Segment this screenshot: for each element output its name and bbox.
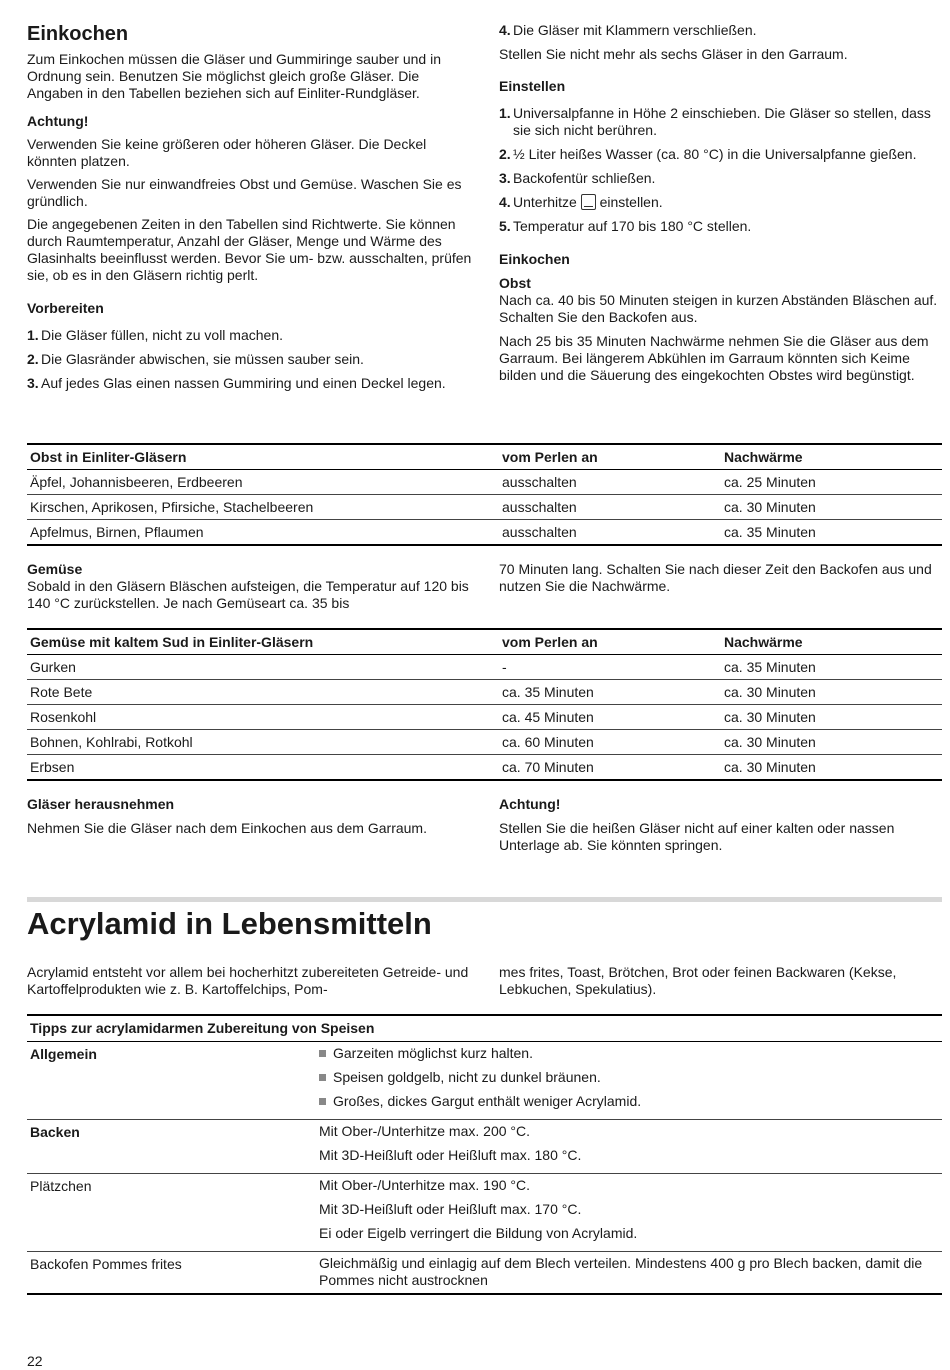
table-row: Allgemein Garzeiten möglichst kurz halten. Speisen goldgelb, nicht zu dunkel bräunen. Großes, dickes Gargut enthält weniger Acrylamid. <box>27 1042 942 1120</box>
table-row: Apfelmus, Birnen, Pflaumen ausschalten ca. 35 Minuten <box>27 520 942 546</box>
obst-text-2: Nach 25 bis 35 Minuten Nachwärme nehmen Sie die Gläser aus dem Garraum. Bei längerem Abkühlen im Garraum könnten sich Keime bilden und die Säuerung des eingekochten Obstes wird begünstigt. <box>499 333 929 383</box>
gemuese-table <box>27 628 942 781</box>
table-header: Obst in Einliter-Gläsern vom Perlen an Nachwärme <box>27 444 942 470</box>
prep-note: Stellen Sie nicht mehr als sechs Gläser in den Garraum. <box>499 46 848 62</box>
acryl-table-title: Tipps zur acrylamidarmen Zubereitung von Speisen <box>27 1014 942 1042</box>
table-row: Rote Bete ca. 35 Minuten ca. 30 Minuten <box>27 680 942 705</box>
table-header: Gemüse mit kaltem Sud in Einliter-Gläsern vom Perlen an Nachwärme <box>27 629 942 655</box>
list-item: 2. Die Glasränder abwischen, sie müssen sauber sein. <box>27 351 364 367</box>
section-divider <box>27 897 942 902</box>
glaeser-title: Gläser herausnehmen <box>27 796 175 812</box>
obst-text-1: Nach ca. 40 bis 50 Minuten steigen in kurzen Abständen Bläschen auf. Schalten Sie den Backofen aus. <box>499 292 938 325</box>
page-number: 22 <box>27 1353 43 1369</box>
bullet-icon <box>319 1074 326 1081</box>
obst-title: Obst <box>499 275 531 291</box>
list-item: 3. Backofentür schließen. <box>499 170 656 186</box>
gemuese-right <box>499 561 942 595</box>
gemuese-title: Gemüse <box>27 561 83 577</box>
table-row: Gurken - ca. 35 Minuten <box>27 655 942 680</box>
list-item: 4. Unterhitze einstellen. <box>499 194 663 210</box>
list-item: 1. Universalpfanne in Höhe 2 einschieben. Die Gläser so stellen, dass sie sich nicht berühren. <box>499 105 931 138</box>
list-item: 5. Temperatur auf 170 bis 180 °C stellen. <box>499 218 752 234</box>
glaeser-left <box>27 796 447 837</box>
warning-text-1: Verwenden Sie keine größeren oder höheren Gläser. Die Deckel könnten platzen. <box>27 136 427 169</box>
einkochen-left <box>27 22 472 392</box>
acryl-text-left: Acrylamid entsteht vor allem bei hocherhitzt zubereiteten Getreide- und Kartoffelprodukten wie z. B. Kartoffelchips, Pom- <box>27 964 469 997</box>
list-item: 4. Die Gläser mit Klammern verschließen. <box>499 22 757 38</box>
bullet-icon <box>319 1050 326 1057</box>
list-item: 2. ½ Liter heißes Wasser (ca. 80 °C) in die Universalpfanne gießen. <box>499 146 917 162</box>
table-row: Rosenkohl ca. 45 Minuten ca. 30 Minuten <box>27 705 942 730</box>
warning-text-3: Die angegebenen Zeiten in den Tabellen sind Richtwerte. Sie können durch Raumtemperatur, Anzahl der Gläser, Menge und Wärme des Glasinhalts beeinflusst werden. Bevor Sie um- bzw. ausschalten, prüfen sie, ob es in den Gläsern richtig perlt. <box>27 216 472 283</box>
list-item: 3. Auf jedes Glas einen nassen Gummiring und einen Deckel legen. <box>27 375 446 391</box>
table-row: Bohnen, Kohlrabi, Rotkohl ca. 60 Minuten ca. 30 Minuten <box>27 730 942 755</box>
intro-text: Zum Einkochen müssen die Gläser und Gummiringe sauber und in Ordnung sein. Benutzen Sie möglichst gleich große Gläser. Die Angaben in den Tabellen beziehen sich auf Einliter-Rundgläser. <box>27 51 441 101</box>
row-label: Backofen Pommes frites <box>30 1256 182 1272</box>
acryl-text-right: mes frites, Toast, Brötchen, Brot oder feinen Backwaren (Kekse, Lebkuchen, Spekulatius). <box>499 964 897 997</box>
einkochen-right <box>499 22 942 384</box>
set-steps <box>499 105 942 235</box>
list-item: 1. Die Gläser füllen, nicht zu voll machen. <box>27 327 283 343</box>
row-label: Backen <box>30 1124 80 1140</box>
prep-title: Vorbereiten <box>27 300 104 316</box>
glaeser-right <box>499 796 942 854</box>
prep-steps <box>27 327 472 392</box>
glaeser-warning-text: Stellen Sie die heißen Gläser nicht auf einer kalten oder nassen Unterlage ab. Sie könnten springen. <box>499 820 895 853</box>
row-label: Plätzchen <box>30 1178 92 1194</box>
page-title-acrylamid: Acrylamid in Lebensmitteln <box>27 906 432 941</box>
glaeser-warning-title: Achtung! <box>499 796 561 812</box>
table-row: Backen Mit Ober-/Unterhitze max. 200 °C. Mit 3D-Heißluft oder Heißluft max. 180 °C. <box>27 1120 942 1174</box>
obst-table <box>27 443 942 546</box>
table-row: Kirschen, Aprikosen, Pfirsiche, Stachelbeeren ausschalten ca. 30 Minuten <box>27 495 942 520</box>
acryl-right <box>499 964 942 998</box>
bullet-icon <box>319 1098 326 1105</box>
table-row: Äpfel, Johannisbeeren, Erdbeeren ausschalten ca. 25 Minuten <box>27 470 942 495</box>
gemuese-text-left: Sobald in den Gläsern Bläschen aufsteigen, die Temperatur auf 120 bis 140 °C zurückstellen. Je nach Gemüseart ca. 35 bis <box>27 578 469 611</box>
table-row: Plätzchen Mit Ober-/Unterhitze max. 190 °C. Mit 3D-Heißluft oder Heißluft max. 170 °C. Ei oder Eigelb verringert die Bildung von Acrylamid. <box>27 1174 942 1252</box>
glaeser-text: Nehmen Sie die Gläser nach dem Einkochen aus dem Garraum. <box>27 820 427 836</box>
warning-text-2: Verwenden Sie nur einwandfreies Obst und Gemüse. Waschen Sie es gründlich. <box>27 176 462 209</box>
table-row: Erbsen ca. 70 Minuten ca. 30 Minuten <box>27 755 942 781</box>
row-label: Allgemein <box>30 1046 97 1062</box>
gemuese-left <box>27 561 472 612</box>
acryl-left <box>27 964 472 998</box>
gemuese-text-right: 70 Minuten lang. Schalten Sie nach dieser Zeit den Backofen aus und nutzen Sie die Nachwärme. <box>499 561 932 594</box>
section-title-einkochen: Einkochen <box>27 23 129 45</box>
table-row: Backofen Pommes frites Gleichmäßig und einlagig auf dem Blech verteilen. Mindestens 400 g pro Blech backen, damit die Pommes nicht austrocknen <box>27 1252 942 1295</box>
einkochen-subtitle: Einkochen <box>499 251 570 267</box>
acryl-table <box>27 1014 942 1295</box>
set-title: Einstellen <box>499 78 566 94</box>
warning-title: Achtung! <box>27 113 89 129</box>
prep-steps-cont <box>499 22 942 39</box>
bottom-heat-icon <box>581 194 596 210</box>
